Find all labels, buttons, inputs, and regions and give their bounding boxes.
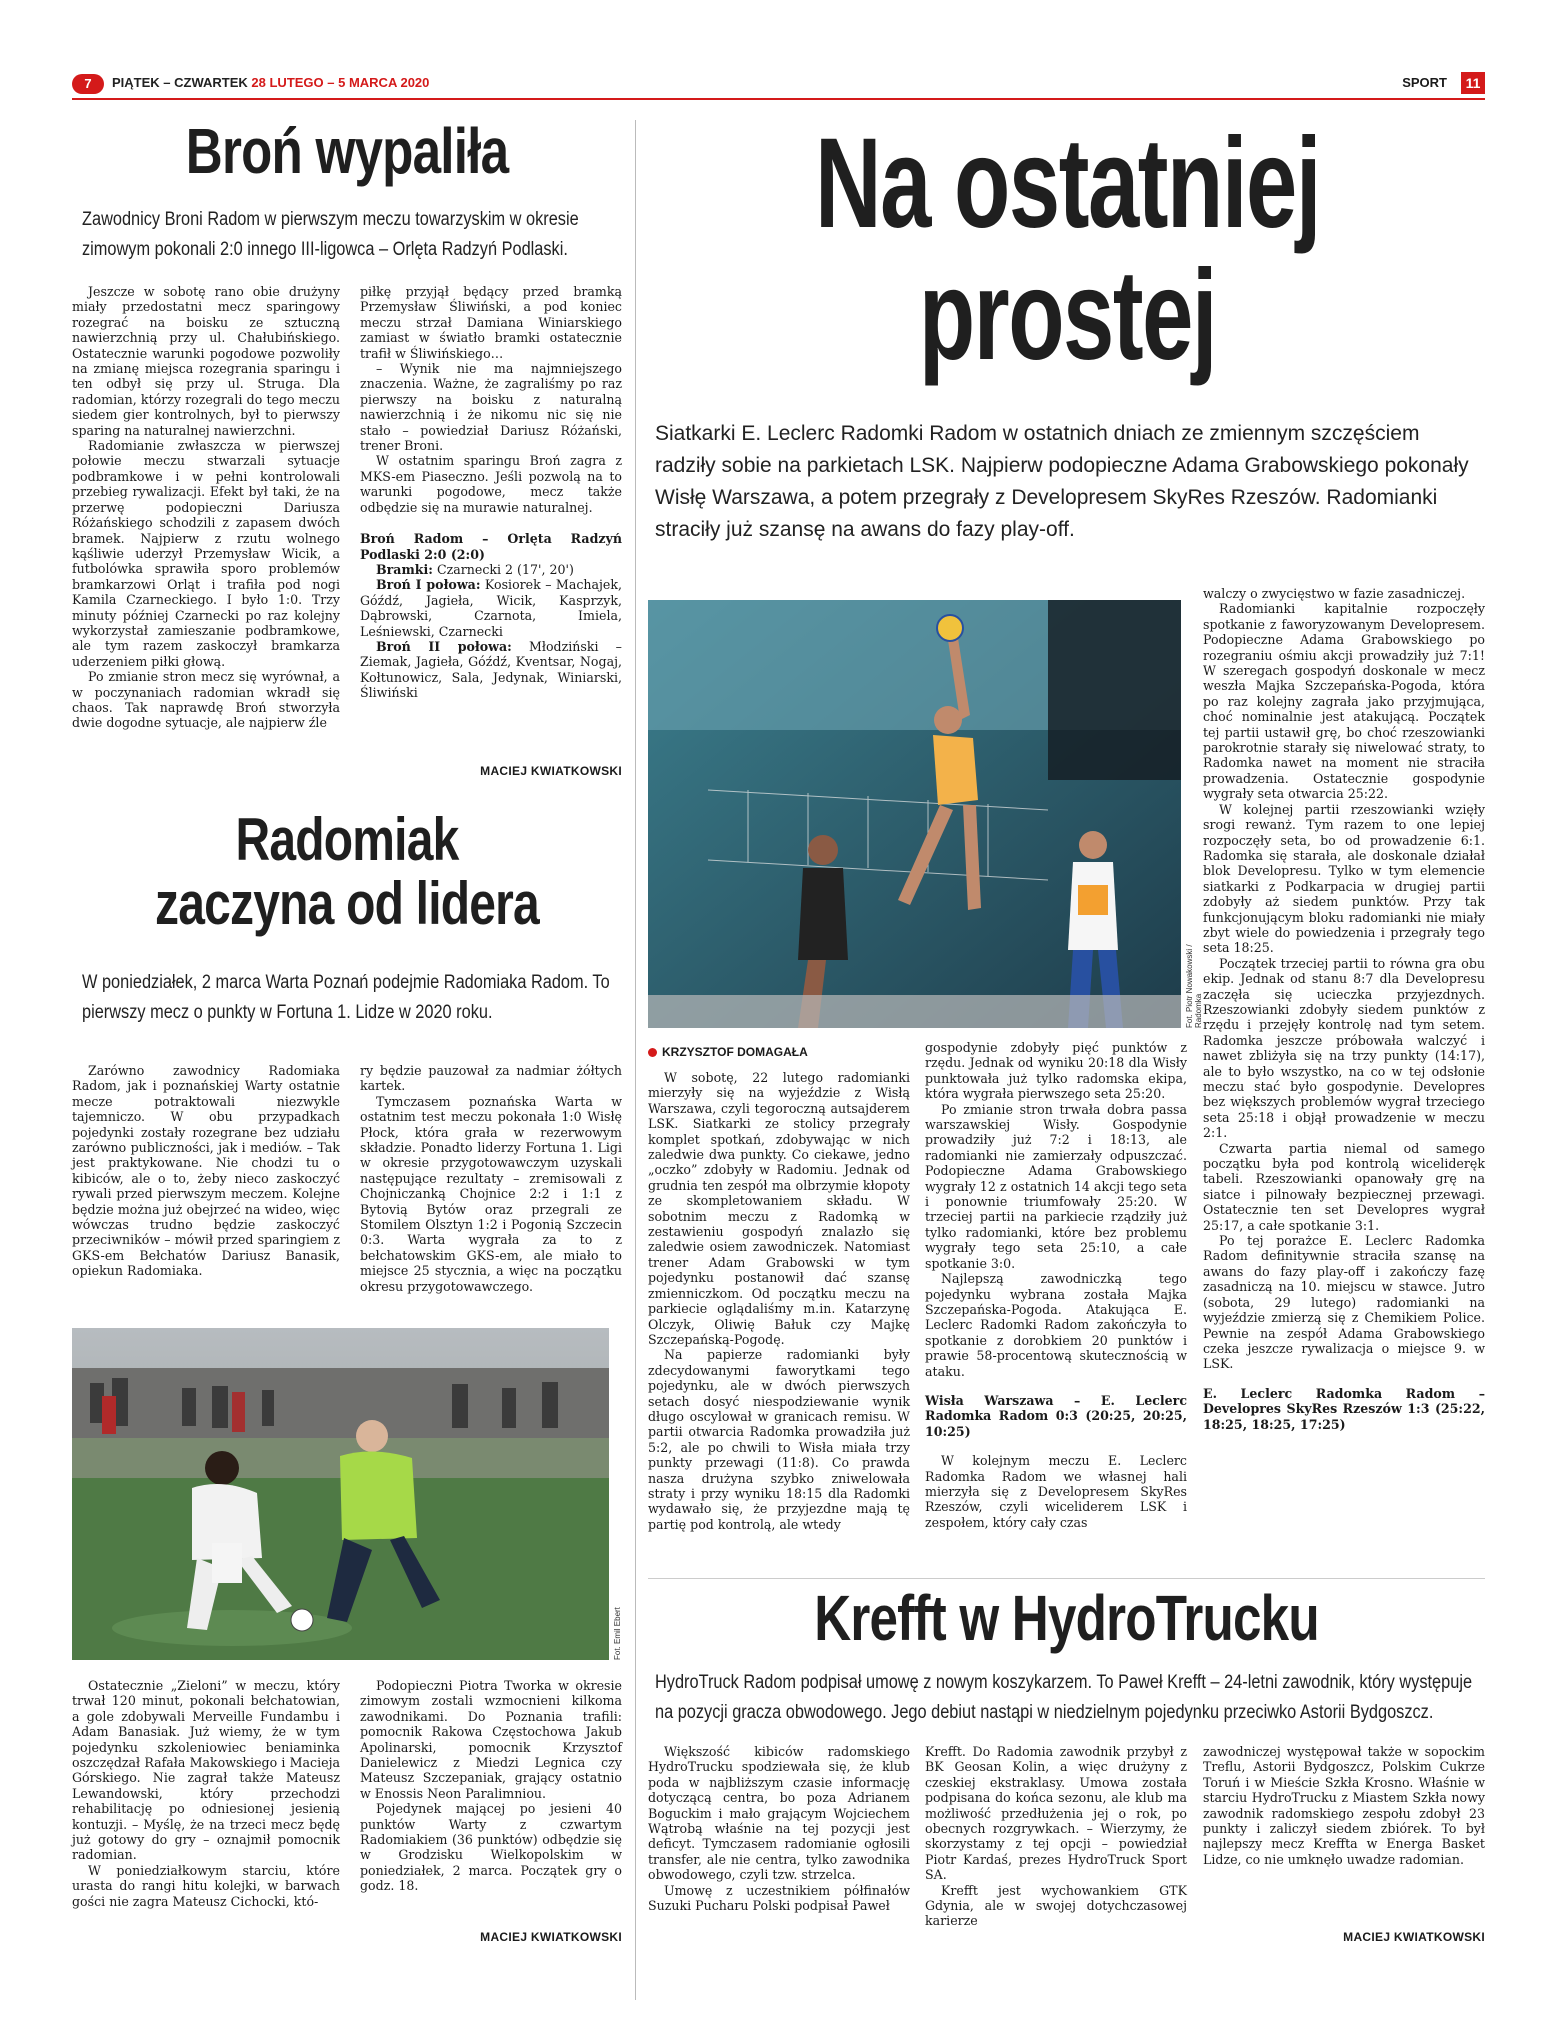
article2-column-4: Podopieczni Piotra Tworka w okresie zimowym zostali wzmocnieni kilkoma zawodnikami. Do Poznania trafili: pomocnik Rakowa Częstochowa Jakub Apolinarski, pomocnik Krzysztof Danielewicz z Miedzi Legnica czy Mateusz Szczepaniak, grający ostatnio w Enossis Neon Paralimniou. Pojedynek mającej po jesieni 40 punktów Warty z czwartym Radomiakiem (36 punktów) odbędzie się w Grodzisku Wielkopolskim w poniedziałek, 2 marca. Początek gry o godz. 18.	[360, 1678, 622, 1894]
article3-lead: Siatkarki E. Leclerc Radomki Radom w ostatnich dniach ze zmiennym szczęściem radziły sobie na parkietach LSK. Najpierw podopieczne Adama Grabowskiego pokonały Wisłę Warszawa, a potem przegrały z Developresem SkyRes Rzeszów. Radomianki straciły już szansę na awans do fazy play-off.	[655, 422, 1469, 541]
issue-date: PIĄTEK – CZWARTEK 28 LUTEGO – 5 MARCA 2020	[112, 75, 430, 90]
article4-author: MACIEJ KWIATKOWSKI	[1343, 1930, 1485, 1944]
volleyball-result-2: E. Leclerc Radomka Radom – Developres SkyRes Rzeszów 1:3 (25:22, 18:25, 18:25, 17:25)	[1203, 1385, 1485, 1432]
article1-column-1: Jeszcze w sobotę rano obie drużyny miały przedostatni mecz sparingowy rozegrać na boisku ze sztuczną nawierzchnią przy ul. Chałubińskiego. Ostatecznie warunki pogodowe pozwoliły na zmianę miejsca rozegrania sparingu i ten odbył się przy ul. Struga. Dla radomian, którzy rozegrali do tego meczu siedem gier kontrolnych, był to pierwszy sparing na naturalnej nawierzchni. Radomianie zwłaszcza w pierwszej połowie meczu stwarzali sytuacje podbramkowe i w pełni kontrolowali przebieg rywalizacji. Efekt był taki, że na przerwę podopieczni Dariusza Różańskiego schodzili z zapasem dwóch bramek. Najpierw z rzutu wolnego kąśliwie uderzył Przemysław Wicik, a futbolówka sprawiła sporo problemów bramkarzowi Orląt i trafiła pod nogi Kamila Czarneckiego. I było 1:0. Trzy minuty później Czarnecki po raz kolejny wykorzystał zamieszanie podbramkowe, ale tym razem zaskoczył bramkarza uderzeniem piłki głową. Po zmianie stron mecz się wyrównał, a w poczynaniach radomian wkradł się chaos. Tak naprawdę Broń stworzyła dwie dogodne sytuacje, ale najpierw źle	[72, 284, 340, 731]
article4-column-3: zawodniczej występował także w sopockim Treflu, Astorii Bydgoszcz, Polskim Cukrze Toruń i w Mieście Szkła Krosno. Właśnie w starciu HydroTrucku z Miastem Szkła nowy zawodnik radomskiego zespołu zdobył 23 punkty i zaliczył siedem zbiórek. To był najlepszy mecz Krefftа w Energa Basket Lidze, co nie umknęło uwadze radomian.	[1203, 1744, 1485, 1867]
football-photo-credit: Fot. Emil Ebert	[613, 1607, 622, 1660]
volleyball-result-1: Wisła Warszawa – E. Leclerc Radomka Radom 0:3 (20:25, 20:25, 10:25)	[925, 1392, 1187, 1439]
football-match-photo	[72, 1328, 609, 1660]
article2-column-3: Ostatecznie „Zieloni” w meczu, który trwał 120 minut, pokonali bełchatowian, a gole zdobywali Merveille Fundambu i Adam Banasiak. Już wiemy, że w tym pojedynku szkoleniowiec beniaminka oszczędzał Rafała Makowskiego i Macieja Górskiego. Nie zagrał także Mateusz Lewandowski, który przechodzi rehabilitację po odniesionej jesienią kontuzji. – Myślę, że na trzeci mecz będę już gotowy do gry – oznajmił pomocnik radomian. W poniedziałkowym starciu, które urasta do rangi hitu kolejki, w barwach gości nie zagra Mateusz Cichocki, któ-	[72, 1678, 340, 1909]
article4-column-1: Większość kibiców radomskiego HydroTrucku spodziewała się, że klub poda w najbliższym czasie informację dotyczącą centra, bo poza Adrianem Boguckim i mało grającym Wojciechem Wątrobą właśnie na tej pozycji jest deficyt. Tymczasem radomianie ogłosili transfer, ale nie centra, tylko zawodnika obwodowego, czyli tzw. strzelca. Umowę z uczestnikiem półfinałów Suzuki Pucharu Polski podpisał Paweł	[648, 1744, 910, 1914]
volleyball-photo-illustration	[648, 600, 1181, 1028]
article1-lead: Zawodnicy Broni Radom w pierwszym meczu towarzyskim w okresie zimowym pokonali 2:0 innego III-ligowca – Orlęta Radzyń Podlaski.	[82, 209, 579, 260]
volleyball-photo-credit: Fot. Piotr Nowakowski / Radomka	[1185, 944, 1203, 1028]
article4-title: Krefft w HydroTrucku	[814, 1582, 1319, 1654]
article3-column-2: gospodynie zdobyły pięć punktów z rzędu. Jednak od wyniku 20:18 dla Wisły punktowała już tylko radomska ekipa, która wygrała pierwszego seta 25:20. Po zmianie stron trwała dobra passa warszawskiej Wisły. Gospodynie prowadziły już 7:2 i 18:13, ale radomianki nie zamierzały odpuszczać. Podopieczne Adama Grabowskiego wygrały 12 z ostatnich 14 akcji tego seta i ponownie triumfowały 25:20. W trzeciej partii na parkiecie rządziły już tylko radomianki, które bez problemu wygrały tego seta 25:10, a całe spotkanie 3:0. Najlepszą zawodniczką tego pojedynku wybrana została Majka Szczepańska-Pogoda. Atakująca E. Leclerc Radomki Radom zakończyła to spotkanie z dorobkiem 20 punktów i prawie 58-procentową skutecznością w ataku. Wisła Warszawa – E. Leclerc Radomka Radom 0:3 (20:25, 20:25, 10:25) W kolejnym meczu E. Leclerc Radomka Radom we własnej hali mierzyła się z Developresem SkyRes Rzeszów, czyli wiceliderem LSK i zespołem, który cały czas	[925, 1040, 1187, 1530]
match-result: Broń Radom – Orlęta Radzyń Podlaski 2:0 (2:0)	[360, 531, 622, 562]
column-divider	[635, 120, 636, 2000]
newspaper-logo: 7	[72, 74, 104, 94]
page-number: 11	[1461, 72, 1485, 94]
article2-column-2: ry będzie pauzował za nadmiar żółtych kartek. Tymczasem poznańska Warta w ostatnim test meczu pokonała 1:0 Wisłę Płock, która grała w rezerwowym składzie. Ponadto liderzy Fortuna 1. Ligi w okresie przygotowawczym uzyskali następujące rezultaty – zremisowali z Chojniczanką Chojnice 2:2 i 1:1 z Bytovią Bytów oraz przegrali ze Stomilem Olsztyn 1:2 i Pogonią Szczecin 0:3. Warta wygrała za to z bełchatowskim GKS-em, ale miało to miejsce 25 stycznia, a więc na początku okresu przygotowawczego.	[360, 1063, 622, 1294]
lineup-second-half: Broń II połowa: Młodziński – Ziemak, Jagieła, Góźdź, Kventsar, Nogaj, Kołtunowicz, Sala, Jedynak, Winiarski, Śliwiński	[360, 638, 622, 701]
article4-lead: HydroTruck Radom podpisał umowę z nowym koszykarzem. To Paweł Krefft – 24-letni zawodnik, który występuje na pozycji gracza obwodowego. Jego debiut nastąpi w niedzielnym pojedynku przeciwko Astorii Bydgoszcz.	[655, 1672, 1473, 1723]
article3-column-3: walczy o zwycięstwo w fazie zasadniczej. Radomianki kapitalnie rozpoczęły spotkanie z faworyzowanym Developresem. Podopieczne Adama Grabowskiego po rozegraniu ośmiu akcji prowadziły już 7:1! W szeregach gospodyń doskonale w mecz weszła Majka Szczepańska-Pogoda, która po raz kolejny zagrała jako przyjmująca, choć nominalnie jest atakującą. Początek tej partii ustawił grę, bo choć rzeszowianki parokrotnie starały się niwelować straty, to Radomka nawet na moment nie straciła prowadzenia. Ostatecznie gospodynie wygrały seta otwarcia 25:22. W kolejnej partii rzeszowianki wzięły srogi rewanż. Tym razem to one lepiej rozpoczęły seta, bo od prowadzenie 6:1. Radomka się starała, ale doskonale działał blok Developresu. Tylko w tym elemencie siatkarki z Podkarpacia w drugiej partii zdobyły aż siedem punktów. Przy tak funkcjonującym bloku radomianki nie miały zbyt wiele do powiedzenia i przegrały tego seta 18:25. Początek trzeciej partii to równa gra obu ekip. Jednak od stanu 8:7 dla Developresu zaczęła się ucieczka przyjezdnych. Rzeszowianki zdobyły siedem punktów z rzędu i przejęły kontrolę nad tym setem. Radomka jeszcze próbowała walczyć i nawet zbliżyła się na trzy punkty (14:17), ale to było wszystko, na co w tej odsłonie meczu stać było gospodynie. Developres bez większych problemów wygrał trzeciego seta 25:18 i objął prowadzenie w meczu 2:1. Czwarta partia niemal od samego początku była pod kontrolą wicelideręk tabeli. Rzeszowianki opanowały grę na siatce i pilnowały bezpiecznej przewagi. Ostatecznie ten set Developres wygrał 25:17, a całe spotkanie 3:1. Po tej porażce E. Leclerc Radomka Radom definitywnie straciła szansę na awans do fazy play-off i zakończy fazę zasadniczą na 10. miejscu w stawce. Jutro (sobota, 29 lutego) radomianki na wyjeździe zmierzą się z Chemikiem Police. Pewnie na zespół Adama Grabowskiego czeka jeszcze rywalizacja o miejsce 9. w LSK. E. Leclerc Radomka Radom – Developres SkyRes Rzeszów 1:3 (25:22, 18:25, 18:25, 17:25)	[1203, 586, 1485, 1432]
article2-author: MACIEJ KWIATKOWSKI	[480, 1930, 622, 1944]
section-separator	[648, 1578, 1485, 1579]
article1-author: MACIEJ KWIATKOWSKI	[480, 764, 622, 778]
section-name: SPORT	[1402, 75, 1447, 90]
page-header	[72, 74, 1485, 100]
volleyball-match-photo	[648, 600, 1181, 1028]
article1-title: Broń wypaliła	[185, 115, 509, 187]
lineup-first-half: Broń I połowa: Kosiorek – Machajek, Góźdź, Jagieła, Wicik, Kasprzyk, Dąbrowski, Czarnota, Imiela, Leśniewski, Czarnecki	[360, 577, 622, 639]
article2-column-1: Zarówno zawodnicy Radomiaka Radom, jak i poznańskiej Warty ostatnie mecze potraktowali niezwykle tajemniczo. W obu przypadkach pojedynki zostały rozegrane bez udziału zarówno publiczności, jak i mediów. – Tak jest praktykowane. Nie chodzi tu o kibiców, ale o to, żeby nieco zaskoczyć rywali przed pierwszym meczem. Kolejne będzie można już obejrzeć na wideo, więc wówczas trudno będzie zaskoczyć przeciwników – mówił przed sparingiem z GKS-em Bełchatów Dariusz Banasik, opiekun Radomiaka.	[72, 1063, 340, 1279]
article2-lead: W poniedziałek, 2 marca Warta Poznań podejmie Radomiaka Radom. To pierwszy mecz o punkty w Fortuna 1. Lidze w 2020 roku.	[82, 972, 610, 1023]
article1-column-2: piłkę przyjął będący przed bramką Przemysław Śliwiński, a pod koniec meczu strzał Damiana Winiarskiego zamiast w światło bramki ostatecznie trafił w Śliwińskiego… – Wynik nie ma najmniejszego znaczenia. Ważne, że zagraliśmy po raz pierwszy na boisku z naturalną nawierzchnią i że nikomu nic się nie stało – powiedział Dariusz Różański, trener Broni. W ostatnim sparingu Broń zagra z MKS-em Piaseczno. Jeśli pozwolą na to warunki pogodowe, mecz także odbędzie się na murawie naturalnej. Broń Radom – Orlęta Radzyń Podlaski 2:0 (2:0) Bramki: Czarnecki 2 (17', 20') Broń I połowa: Kosiorek – Machajek, Góźdź, Jagieła, Wicik, Kasprzyk, Dąbrowski, Czarnota, Imiela, Leśniewski, Czarnecki Broń II połowa: Młodziński – Ziemak, Jagieła, Góźdź, Kventsar, Nogaj, Kołtunowicz, Sala, Jedynak, Winiarski, Śliwiński	[360, 284, 622, 701]
volleyball-article-author: KRZYSZTOF DOMAGAŁA	[648, 1045, 808, 1059]
article3-column-1: W sobotę, 22 lutego radomianki mierzyły się na wyjeździe z Wisłą Warszawa, czyli tegoroczną autsajderem LSK. Siatkarki ze stolicy przegrały komplet spotkań, zdobywając w nich zaledwie dwa punkty. Co ciekawe, jedno „oczko” zdobyły w Radomiu. Jednak od grudnia ten zespół ma olbrzymie kłopoty ze skompletowaniem składu. W sobotnim meczu z Radomką w zestawieniu gospodyń znalazło się zaledwie osiem zawodniczek. Natomiast trener Adam Grabowski w tym pojedynku postanowił dać szansę zmienniczkom. Od początku meczu na parkiecie oglądaliśmy m.in. Katarzynę Olczyk, Oliwię Bałuk czy Majkę Szczepańską-Pogodę. Na papierze radomianki były zdecydowanymi faworytkami tego pojedynku, ale w dwóch pierwszych setach dosyć niespodziewanie wynik długo oscylował w granicach remisu. W partii otwarcia Radomka prowadziła już 5:2, ale po chwili to Wisła miała trzy punkty przewagi (11:8). Co prawda nasza drużyna szybko zniwelowała straty i przy wyniku 18:15 dla Radomki wydawało się, że przyjezdne mają tę partię pod kontrolą, ale wtedy	[648, 1070, 910, 1532]
football-photo-illustration	[72, 1328, 609, 1660]
article4-column-2: Krefft. Do Radomia zawodnik przybył z BK Geosan Kolin, a więc drużyny z czeskiej ekstraklasy. Umowa została podpisana do końca sezonu, ale klub ma możliwość przedłużenia jej o rok, po obecnych rozgrywkach. – Wierzymy, że skorzystamy z tej opcji – powiedział Piotr Kardaś, prezes HydroTruck Sport SA. Krefft jest wychowankiem GTK Gdynia, ale w swojej dotychczasowej karierze	[925, 1744, 1187, 1929]
red-dot-icon	[648, 1048, 657, 1057]
article2-title: Radomiak zaczyna od lidera	[155, 806, 539, 937]
goals: Bramki: Czarnecki 2 (17', 20')	[376, 561, 574, 577]
article3-title: Na ostatniej prostej	[814, 112, 1321, 387]
